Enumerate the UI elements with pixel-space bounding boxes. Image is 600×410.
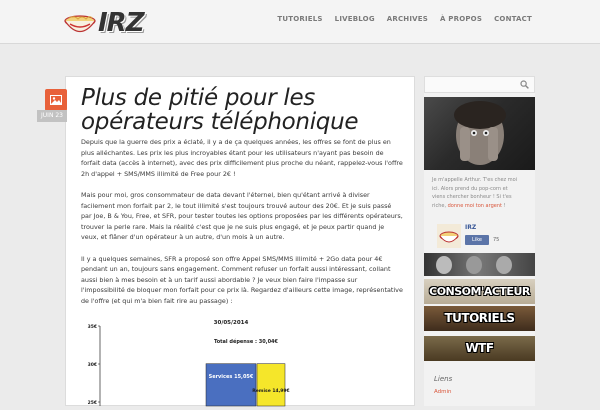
promo-banner[interactable] (424, 253, 535, 276)
logo-text: IRZ (98, 8, 144, 38)
links-heading: Liens (434, 375, 453, 383)
chart-bar-label: Services 15,05€ (208, 374, 254, 380)
about-line: viens chercher bonheur ! Si t'es (432, 194, 512, 201)
about-line-post: ! (501, 202, 506, 209)
about-line: Je m'appelle Arthur. T'es chez moi (432, 177, 518, 183)
post-body (81, 137, 403, 317)
facebook-widget (437, 224, 533, 248)
image-icon (50, 95, 62, 105)
chart-tick-label: 35€ (87, 324, 97, 330)
chart-bar-services (206, 364, 256, 406)
link-admin[interactable]: Admin (434, 389, 452, 395)
post-date: JUIN 23 (37, 110, 67, 122)
post-paragraph: Mais pour moi, gros consommateur de data devant l'éternel, bien qu'étant arrivé à diviser facilement mon forfait par 2, le tout illimité s'est toujours trouvé autour des 20€. Et je suis passé par Joe, B & You, Free, et SFR, pour tester toutes les options proposées par les différents opérateurs, trouver la perle rare. Mais la réalité c'est que je ne suis plus engagé, et je peux partir quand je veux, et flâner d'un opérateur à un autre, d'un mois à un autre. (81, 190, 403, 242)
donate-link[interactable]: donne moi ton argent (447, 202, 502, 209)
fb-page-name[interactable]: IRZ (465, 224, 477, 231)
banner-label: WTF (465, 341, 494, 355)
chart-svg (86, 316, 316, 406)
chart-title: 30/05/2014 (213, 320, 249, 326)
search-icon[interactable] (520, 80, 529, 89)
nav-a-propos[interactable]: À PROPOS (440, 15, 483, 23)
fb-like-count: 75 (493, 237, 500, 243)
nav-contact[interactable]: CONTACT (494, 15, 532, 23)
chart-bar-remise (257, 364, 285, 406)
banner-wtf[interactable] (424, 336, 535, 361)
about-text (432, 176, 532, 210)
chart-bar-label: Remise 14,99€ (252, 389, 290, 394)
nav-liveblog[interactable]: LIVEBLOG (334, 15, 375, 23)
fb-like-label: Like (472, 237, 482, 243)
banner-tutoriels[interactable] (424, 306, 535, 331)
about-line-pre: riche, (432, 202, 448, 209)
noodle-bowl-icon (64, 12, 96, 36)
search-box[interactable] (424, 76, 535, 93)
chart-tick-label: 25€ (87, 400, 97, 406)
main-nav (271, 12, 538, 26)
promo-banner-art (424, 253, 535, 276)
nav-tutoriels[interactable]: TUTORIELS (277, 15, 323, 23)
site-logo[interactable] (64, 8, 154, 38)
nav-archives[interactable]: ARCHIVES (386, 15, 429, 23)
banner-label: TUTORIELS (444, 311, 515, 325)
post-title[interactable]: Plus de pitié pour les opérateurs téléphonique (81, 85, 359, 135)
post-paragraph: Il y a quelques semaines, SFR a proposé son offre Appel SMS/MMS illimité + 2Go data pour 4€ pendant un an, toujours sans engagement. Comment refuser un forfait aussi intéressant, collant aussi bien à mes besoin et à un tarif aussi abordable ? Je veux bien faire l'impasse sur l'impossibilité de bloquer mon forfait pour ce prix là. Regardez d'ailleurs cette image, représentative de l'offre (et qui m'a bien fait rire au passage) : (81, 254, 403, 305)
search-input[interactable] (425, 83, 520, 98)
chart-tick-label: 30€ (87, 362, 97, 368)
about-line (432, 202, 532, 211)
banner-label: CONSOM'ACTEUR (429, 285, 530, 298)
post-format-badge[interactable] (45, 89, 67, 111)
fb-like-button[interactable] (465, 235, 489, 245)
author-photo (424, 97, 535, 170)
post-paragraph: Depuis que la guerre des prix a éclaté, il y a de ça quelques années, les offres se font de plus en plus alléchantes. Les prix les plus incroyables étant pour les utilisateurs n'ayant pas besoin de forfait data (accès à internet), avec des prix difficilement plus proche du néant, rappelez-vous l'offre 2h d'appel + SMS/MMS illimité de Free pour 2€ ! (81, 138, 403, 178)
about-line: ici. Alors prend du pop-corn et (432, 185, 508, 192)
banner-consomacteur[interactable] (424, 279, 535, 304)
site-header (0, 0, 600, 44)
fb-thumb-art (437, 224, 461, 248)
author-photo-art (424, 97, 535, 170)
chart-annotation: Total dépense : 30,04€ (213, 339, 279, 345)
fb-page-thumbnail[interactable] (437, 224, 461, 248)
offer-chart (86, 316, 316, 406)
